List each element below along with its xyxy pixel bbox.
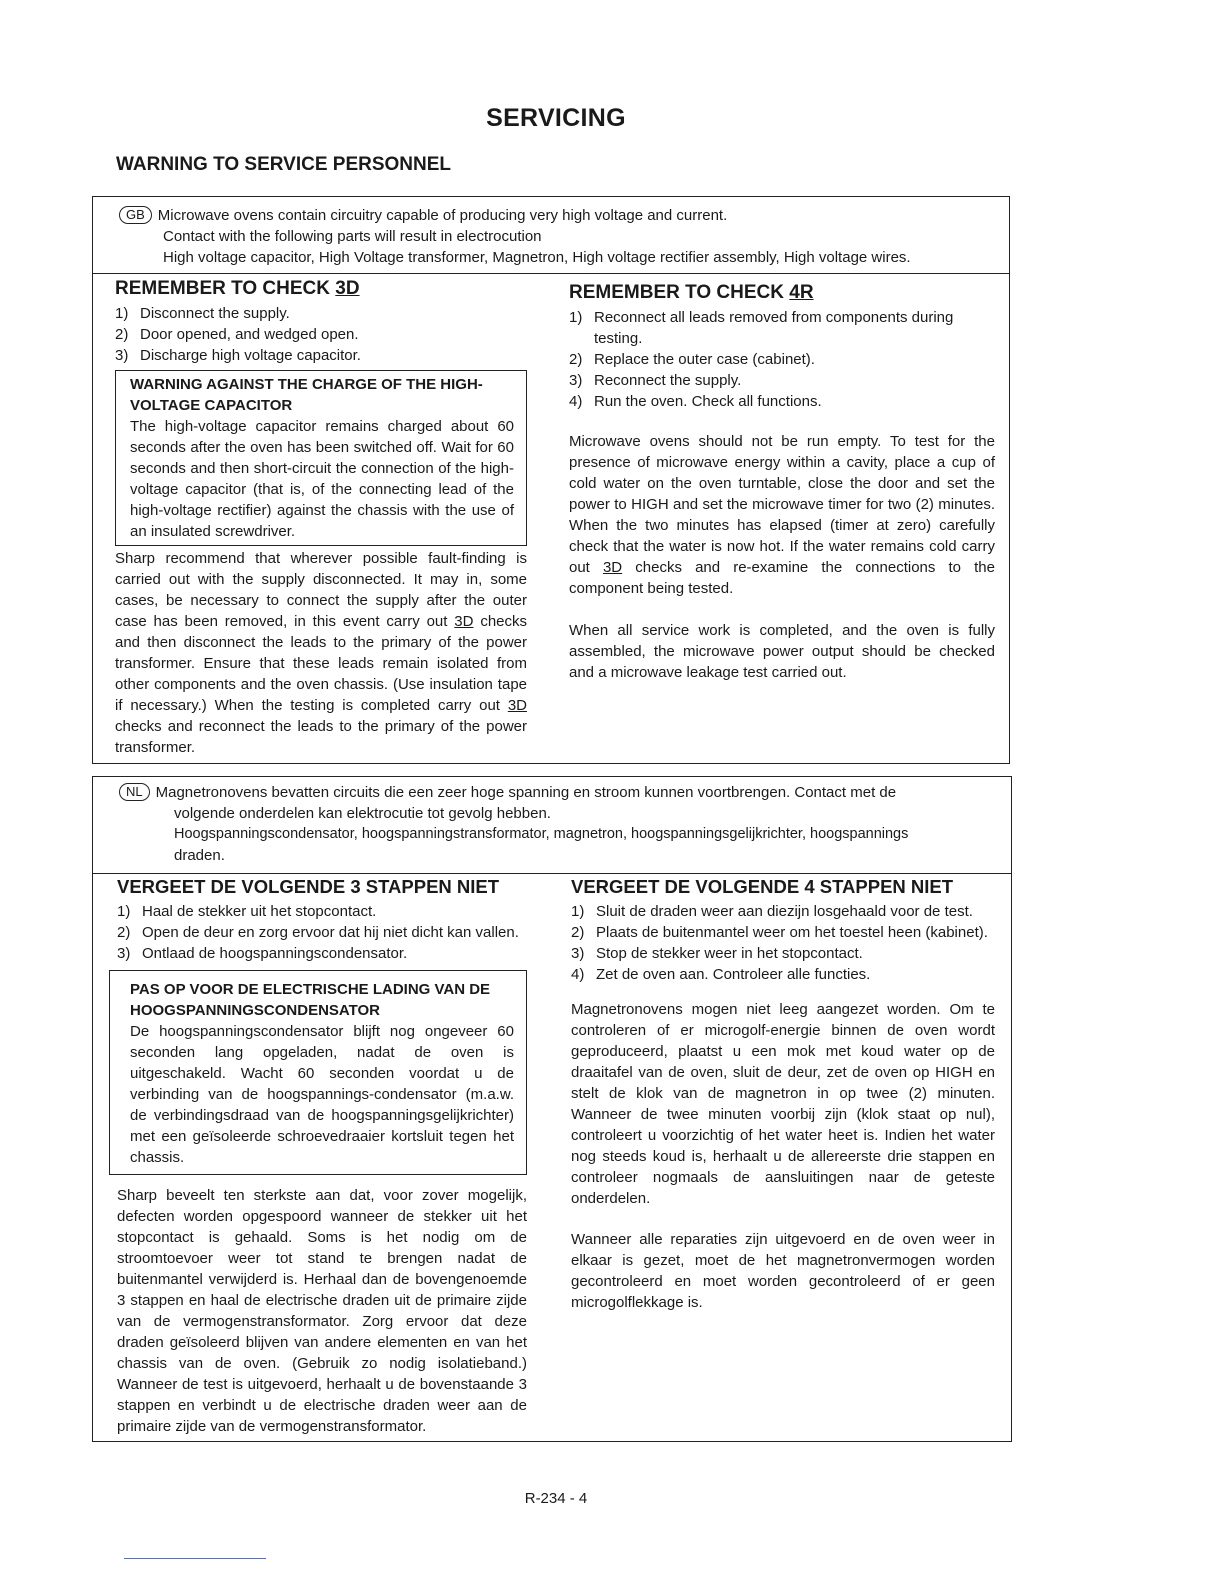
footer-rule [124, 1558, 266, 1559]
nl-intro-line: volgende onderdelen kan elektrocutie tot gevolg hebben. [174, 805, 551, 822]
list-item: 1) Haal de stekker uit het stopcontact. [117, 903, 377, 920]
nl-fault-finding-paragraph: Sharp beveelt ten sterkste aan dat, voor zover mogelijk, defecten worden opgespoord wanneer de stekker uit het stopcontact is gehaald. Soms is het nodig om de stroomtoevoer weer tot stand te brengen nadat de buitenmantel verwijderd is. Herhaal dan de bovengenoemde 3 stappen en haal de electrische draden uit de primaire zijde van de vermogenstransformator. Zorg ervoor dat deze draden geïsoleerd blijven van andere elementen en van het chassis van de oven. (Gebruik zo nodig isolatieband.) Wanneer de test is uitgevoerd, herhaalt u de bovenstaande 3 stappen en verbindt u de electrische draden weer aan de primaire zijde van de vermogenstransformator. [117, 1187, 527, 1435]
list-item: 3) Ontlaad de hoogspanningscondensator. [117, 945, 408, 962]
gb-check-4r-column [569, 281, 995, 683]
list-item: 1) Reconnect all leads removed from components during testing. [569, 309, 954, 347]
gb-check-4r-heading: REMEMBER TO CHECK 4R [569, 282, 814, 303]
nl-language-badge: NL [119, 783, 150, 801]
nl-capacitor-warning-text: De hoogspanningscondensator blijft nog ongeveer 60 seconden lang opgeladen, nadat de oven is uitgeschakeld. Wacht 60 seconden voordat u de verbinding van de hoogspannings-condensator (m.a.w. de verbindingsdraad van de hoogspanningsgelijkrichter) met een geïsoleerde schroevedraaier kortsluit tegen het chassis. [130, 1023, 514, 1166]
gb-3d-steps [115, 303, 527, 366]
nl-capacitor-warning-box [109, 970, 527, 1175]
gb-language-badge: GB [119, 206, 152, 224]
gb-check-3d-column [115, 277, 527, 758]
nl-three-steps-column [117, 875, 527, 1437]
list-item: 2) Open de deur en zorg ervoor dat hij niet dicht kan vallen. [117, 924, 519, 941]
nl-divider [93, 873, 1011, 874]
nl-intro-line: Hoogspanningscondensator, hoogspanningstransformator, magnetron, hoogspanningsgelijkrichter, hoogspannings [174, 826, 909, 842]
gb-intro-line: High voltage capacitor, High Voltage transformer, Magnetron, High voltage rectifier assembly, High voltage wires. [163, 249, 911, 266]
nl-intro [119, 782, 999, 866]
list-item: 2) Door opened, and wedged open. [115, 326, 359, 343]
nl-warning-box [92, 776, 1012, 1442]
nl-completion-paragraph: Wanneer alle reparaties zijn uitgevoerd en de oven weer in elkaar is gezet, moet de het magnetronvermogen worden gecontroleerd en moet worden gecontroleerd of er geen microgolflekkage is. [571, 1231, 995, 1311]
gb-4r-steps [569, 307, 995, 412]
nl-three-steps [117, 901, 527, 964]
nl-four-steps-heading: VERGEET DE VOLGENDE 4 STAPPEN NIET [571, 876, 954, 897]
nl-three-steps-heading: VERGEET DE VOLGENDE 3 STAPPEN NIET [117, 876, 500, 897]
nl-four-steps [571, 901, 995, 985]
nl-capacitor-warning-title: PAS OP VOOR DE ELECTRISCHE LADING VAN DE HOOGSPANNINGSCONDENSATOR [130, 981, 491, 1019]
list-item: 1) Sluit de draden weer aan diezijn losgehaald voor de test. [571, 903, 973, 920]
list-item: 4) Zet de oven aan. Controleer alle functies. [571, 966, 871, 983]
page-footer: R-234 - 4 [524, 1490, 588, 1507]
nl-intro-line: draden. [174, 847, 225, 864]
gb-fault-finding-paragraph: Sharp recommend that wherever possible fault-finding is carried out with the supply disconnected. It may in, some cases, be necessary to connect the supply after the outer case has been removed, in this event carry out 3D checks and then disconnect the leads to the primary of the power transformer. Ensure that these leads remain isolated from other components and the oven chassis. (Use insulation tape if necessary.) When the testing is completed carry out 3D checks and reconnect the leads to the primary of the power transformer. [115, 550, 527, 756]
gb-check-3d-heading: REMEMBER TO CHECK 3D [115, 278, 360, 299]
page-title: SERVICING [486, 104, 626, 132]
gb-microwave-test-paragraph: Microwave ovens should not be run empty. To test for the presence of microwave energy within a cavity, place a cup of cold water on the oven turntable, close the door and set the power to HIGH and set the microwave timer for two (2) minutes. When the two minutes has elapsed (timer at zero) carefully check that the water is now hot. If the water remains cold carry out 3D checks and re-examine the connections to the component being tested. [569, 433, 995, 597]
list-item: 3) Discharge high voltage capacitor. [115, 347, 361, 364]
list-item: 3) Stop de stekker weer in het stopcontact. [571, 945, 863, 962]
gb-intro-line: Contact with the following parts will result in electrocution [163, 228, 542, 245]
warning-heading: WARNING TO SERVICE PERSONNEL [116, 154, 452, 175]
list-item: 1) Disconnect the supply. [115, 305, 290, 322]
list-item: 2) Plaats de buitenmantel weer om het toestel heen (kabinet). [571, 924, 988, 941]
gb-intro-line: GB Microwave ovens contain circuitry capable of producing very high voltage and current. [119, 205, 999, 226]
gb-capacitor-warning-text: The high-voltage capacitor remains charged about 60 seconds after the oven has been switched off. Wait for 60 seconds and then short-circuit the connection of the high-voltage capacitor (that is, of the connecting lead of the high-voltage rectifier) against the chassis with the use of an insulated screwdriver. [130, 418, 514, 540]
list-item: 3) Reconnect the supply. [569, 372, 742, 389]
nl-four-steps-column [571, 875, 995, 1313]
gb-warning-box [92, 196, 1010, 764]
nl-microwave-test-paragraph: Magnetronovens mogen niet leeg aangezet worden. Om te controleren of er microgolf-energie binnen de oven wordt geproduceerd, plaatst u een mok met koud water op de draaitafel van de oven, sluit de deur, zet de oven op HIGH en stelt de klok van de magnetron in op twee (2) minuten. Wanneer de twee minuten voorbij zijn (klok staat op nul), controleert u voorzichtig of het water heet is. Indien het water nog steeds koud is, herhaalt u de allereerste drie stappen en controleer nogmaals de aansluitingen naar de geteste onderdelen. [571, 1001, 995, 1207]
nl-intro-line: NL Magnetronovens bevatten circuits die een zeer hoge spanning en stroom kunnen voortbrengen. Contact met de [119, 782, 999, 803]
gb-capacitor-warning-title: WARNING AGAINST THE CHARGE OF THE HIGH-VOLTAGE CAPACITOR [130, 376, 483, 414]
list-item: 2) Replace the outer case (cabinet). [569, 351, 815, 368]
gb-divider [93, 273, 1009, 274]
gb-intro [119, 205, 999, 268]
list-item: 4) Run the oven. Check all functions. [569, 393, 822, 410]
gb-capacitor-warning-box [115, 370, 527, 546]
gb-completion-paragraph: When all service work is completed, and the oven is fully assembled, the microwave power output should be checked and a microwave leakage test carried out. [569, 622, 995, 681]
